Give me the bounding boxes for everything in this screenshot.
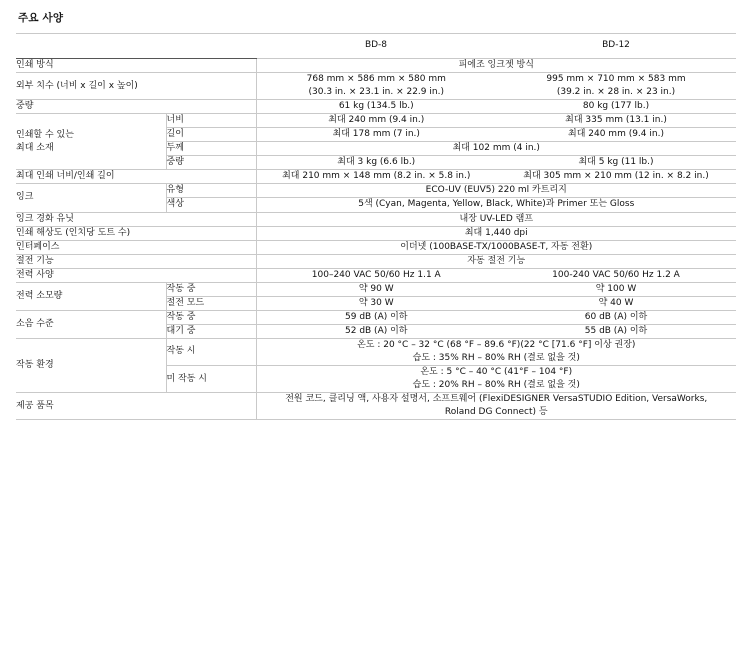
media-weight-bd8: 최대 3 kg (6.6 lb.) [256, 156, 496, 170]
group-label-media-line2: 최대 소재 [16, 142, 54, 153]
power-operating-bd12: 약 100 W [496, 282, 736, 296]
included-items-line2: Roland DG Connect) 등 [444, 407, 548, 418]
table-row [16, 338, 736, 365]
row-label-power-requirements: 전력 사양 [16, 268, 256, 282]
row-label-print-method: 인쇄 방식 [16, 59, 256, 73]
sub-label-env-operating: 작동 시 [166, 338, 256, 365]
table-row [16, 212, 736, 226]
media-width-bd12: 최대 335 mm (13.1 in.) [496, 114, 736, 128]
row-label-weight: 중량 [16, 100, 256, 114]
group-label-media-line1: 인쇄할 수 있는 [16, 129, 74, 140]
row-label-curing-unit: 잉크 경화 유닛 [16, 212, 256, 226]
table-row [16, 240, 736, 254]
noise-operating-bd8: 59 dB (A) 이하 [256, 310, 496, 324]
page-title: 주요 사양 [18, 12, 64, 24]
power-operating-bd8: 약 90 W [256, 282, 496, 296]
power-requirements-bd12: 100-240 VAC 50/60 Hz 1.2 A [496, 268, 736, 282]
dimensions-bd12-in: (39.2 in. × 28 in. × 23 in.) [556, 87, 676, 98]
noise-standby-bd12: 55 dB (A) 이하 [496, 324, 736, 338]
table-row [16, 310, 736, 324]
table-row [16, 114, 736, 128]
env-non-operating-humidity: 습도 : 20% RH – 80% RH (결로 없을 것) [412, 380, 580, 391]
sub-label-noise-standby: 대기 중 [166, 324, 256, 338]
row-label-max-print-area: 최대 인쇄 너비/인쇄 길이 [16, 170, 256, 184]
sub-label-ink-color: 색상 [166, 198, 256, 212]
group-label-noise: 소음 수준 [16, 310, 166, 338]
ink-type-value: ECO-UV (EUV5) 220 ml 카트리지 [256, 184, 736, 198]
table-row [16, 282, 736, 296]
header-blank [16, 34, 166, 59]
table-row [16, 254, 736, 268]
row-value-power-saving: 자동 절전 기능 [256, 254, 736, 268]
row-value-dimensions-bd8 [256, 73, 496, 100]
row-label-interface: 인터페이스 [16, 240, 256, 254]
table-row [16, 184, 736, 198]
env-non-operating-value [256, 366, 736, 393]
sub-label-ink-type: 유형 [166, 184, 256, 198]
group-label-power-consumption: 전력 소모량 [16, 282, 166, 310]
sub-label-env-non-operating: 미 작동 시 [166, 366, 256, 393]
media-thickness-value: 최대 102 mm (4 in.) [256, 142, 736, 156]
row-value-print-method: 피에조 잉크젯 방식 [256, 59, 736, 73]
max-print-area-bd12: 최대 305 mm × 210 mm (12 in. × 8.2 in.) [496, 170, 736, 184]
env-operating-value [256, 338, 736, 365]
table-row [16, 226, 736, 240]
table-header-row [16, 34, 736, 59]
header-model-bd12: BD-12 [496, 34, 736, 59]
specifications-table [16, 33, 736, 420]
row-value-interface: 이더넷 (100BASE-TX/1000BASE-T, 자동 전환) [256, 240, 736, 254]
noise-standby-bd8: 52 dB (A) 이하 [256, 324, 496, 338]
sub-label-media-width: 너비 [166, 114, 256, 128]
media-weight-bd12: 최대 5 kg (11 lb.) [496, 156, 736, 170]
dimensions-bd8-mm: 768 mm × 586 mm × 580 mm [306, 74, 446, 85]
power-requirements-bd8: 100–240 VAC 50/60 Hz 1.1 A [256, 268, 496, 282]
group-label-media [16, 114, 166, 170]
row-value-resolution: 최대 1,440 dpi [256, 226, 736, 240]
header-blank-2 [166, 34, 256, 59]
media-width-bd8: 최대 240 mm (9.4 in.) [256, 114, 496, 128]
row-label-included-items: 제공 품목 [16, 393, 256, 420]
included-items-line1: 전원 코드, 클리닝 액, 사용자 설명서, 소프트웨어 (FlexiDESIGNER VersaSTUDIO Edition, VersaWorks, [285, 394, 708, 405]
group-label-environment: 작동 환경 [16, 338, 166, 392]
table-row [16, 170, 736, 184]
media-length-bd12: 최대 240 mm (9.4 in.) [496, 128, 736, 142]
max-print-area-bd8: 최대 210 mm × 148 mm (8.2 in. × 5.8 in.) [256, 170, 496, 184]
ink-color-value: 5색 (Cyan, Magenta, Yellow, Black, White)과 Primer 또는 Gloss [256, 198, 736, 212]
row-value-weight-bd12: 80 kg (177 lb.) [496, 100, 736, 114]
sub-label-media-weight: 중량 [166, 156, 256, 170]
row-value-weight-bd8: 61 kg (134.5 lb.) [256, 100, 496, 114]
power-sleep-bd12: 약 40 W [496, 296, 736, 310]
dimensions-bd12-mm: 995 mm × 710 mm × 583 mm [546, 74, 686, 85]
row-label-power-saving: 절전 기능 [16, 254, 256, 268]
sub-label-power-operating: 작동 중 [166, 282, 256, 296]
env-non-operating-temp: 온도 : 5 °C – 40 °C (41°F – 104 °F) [420, 367, 573, 378]
dimensions-bd8-in: (30.3 in. × 23.1 in. × 22.9 in.) [308, 87, 444, 98]
table-row [16, 393, 736, 420]
sub-label-media-length: 길이 [166, 128, 256, 142]
env-operating-temp: 온도 : 20 °C – 32 °C (68 °F – 89.6 °F)(22 °C [71.6 °F] 이상 권장) [357, 339, 636, 350]
table-row [16, 268, 736, 282]
power-sleep-bd8: 약 30 W [256, 296, 496, 310]
table-row [16, 73, 736, 100]
table-row [16, 59, 736, 73]
sub-label-power-sleep: 절전 모드 [166, 296, 256, 310]
table-row [16, 100, 736, 114]
media-length-bd8: 최대 178 mm (7 in.) [256, 128, 496, 142]
row-label-dimensions: 외부 치수 (너비 x 길이 x 높이) [16, 73, 256, 100]
group-label-ink: 잉크 [16, 184, 166, 212]
header-model-bd8: BD-8 [256, 34, 496, 59]
noise-operating-bd12: 60 dB (A) 이하 [496, 310, 736, 324]
row-value-included-items [256, 393, 736, 420]
row-value-dimensions-bd12 [496, 73, 736, 100]
sub-label-media-thickness: 두께 [166, 142, 256, 156]
row-value-curing-unit: 내장 UV-LED 램프 [256, 212, 736, 226]
row-label-resolution: 인쇄 해상도 (인치당 도트 수) [16, 226, 256, 240]
sub-label-noise-operating: 작동 중 [166, 310, 256, 324]
env-operating-humidity: 습도 : 35% RH – 80% RH (결로 없을 것) [412, 352, 580, 363]
